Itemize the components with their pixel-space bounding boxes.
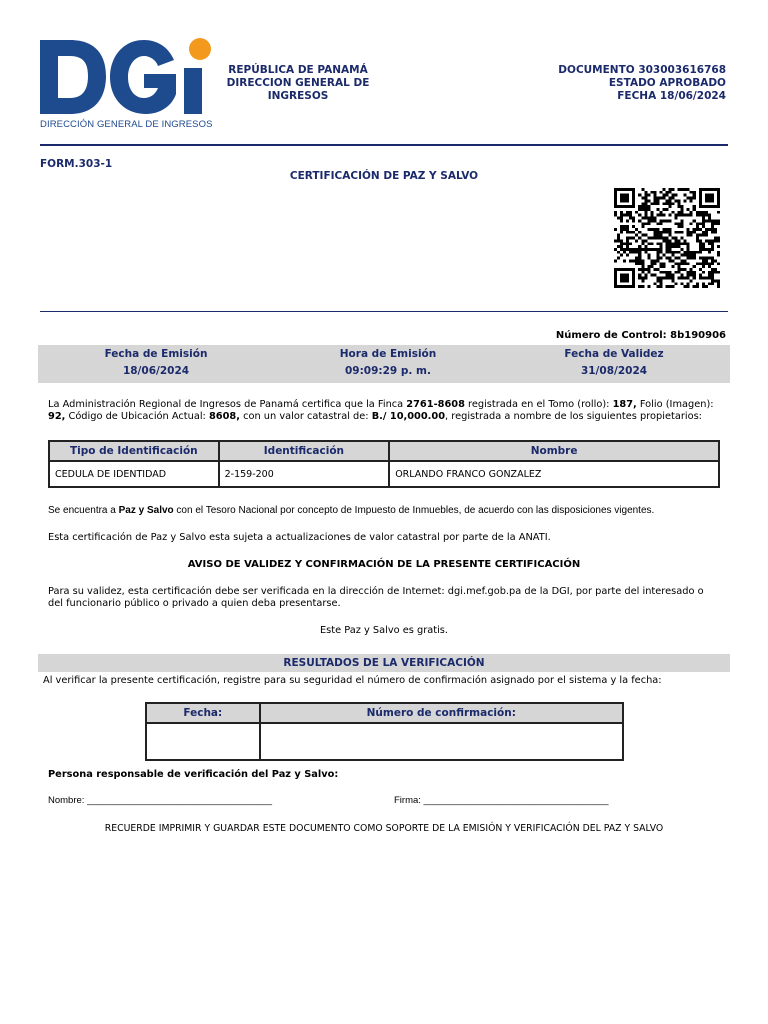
- emission-time-block: [288, 345, 488, 381]
- emission-time-value: 09:09:29 p. m.: [345, 365, 431, 377]
- validity-line-1: Para su validez, esta certificación debe ser verificada en la dirección de Internet: dgi.mef.gob.pa de la DGI, por parte del interesado o: [48, 586, 704, 597]
- col-header-id-type: Tipo de Identificación: [49, 441, 219, 461]
- cert-text: La Administración Regional de Ingresos de Panamá certifica que la Finca: [48, 399, 407, 410]
- certification-paragraph: [48, 399, 728, 423]
- status-text: con el Tesoro Nacional por concepto de Impuesto de Inmuebles, de acuerdo con las disposiciones vigentes.: [173, 505, 655, 516]
- orange-dot-icon: [189, 38, 211, 60]
- qr-code-icon: [614, 188, 720, 288]
- results-title: RESULTADOS DE LA VERIFICACIÓN: [38, 654, 730, 672]
- document-number: DOCUMENTO 303003616768: [558, 64, 726, 76]
- tomo-number: 187,: [612, 399, 637, 410]
- document-info: [558, 64, 726, 103]
- confirmation-cell: [260, 723, 623, 760]
- dates-band: [38, 345, 730, 383]
- folio-number: 92,: [48, 411, 66, 422]
- emission-date-label: Fecha de Emisión: [104, 348, 208, 360]
- document-status: ESTADO APROBADO: [608, 77, 726, 89]
- header-divider: [40, 144, 728, 146]
- validity-line-2: del funcionario público o privado a quien deba presentarse.: [48, 598, 341, 609]
- results-intro: Al verificar la presente certificación, registre para su seguridad el número de confirmación asignado por el sistema y la fecha:: [43, 675, 662, 686]
- validity-date-block: [514, 345, 714, 381]
- validity-date-label: Fecha de Validez: [564, 348, 664, 360]
- emission-time-label: Hora de Emisión: [339, 348, 437, 360]
- document-date: FECHA 18/06/2024: [617, 90, 726, 102]
- responsible-title: Persona responsable de verificación del Paz y Salvo:: [48, 769, 339, 780]
- dgi-logo: [40, 38, 212, 130]
- owners-header-row: [49, 441, 719, 461]
- status-highlight: Paz y Salvo: [118, 505, 174, 516]
- owners-table: [48, 440, 720, 488]
- owner-id: 2-159-200: [219, 461, 390, 487]
- cert-text: registrada en el Tomo (rollo):: [464, 399, 613, 410]
- date-cell: [146, 723, 260, 760]
- finca-number: 2761-8608: [406, 399, 465, 410]
- table-row: [146, 723, 623, 760]
- agency-name-line2: INGRESOS: [267, 90, 329, 102]
- cert-text: , registrada a nombre de los siguientes propietarios:: [445, 411, 702, 422]
- validity-date-value: 31/08/2024: [580, 365, 648, 377]
- col-header-id: Identificación: [219, 441, 390, 461]
- table-row: [49, 461, 719, 487]
- cadastral-value: B./ 10,000.00: [371, 411, 446, 422]
- emission-date-value: 18/06/2024: [122, 365, 190, 377]
- cert-text: Código de Ubicación Actual:: [65, 411, 209, 422]
- title-divider: [40, 311, 728, 312]
- status-text: Se encuentra a: [48, 505, 119, 516]
- status-statement: [48, 505, 728, 517]
- location-code: 8608,: [208, 411, 240, 422]
- name-signature-line: Nombre: ___________________________________: [48, 795, 272, 806]
- col-header-name: Nombre: [389, 441, 719, 461]
- cert-text: Folio (Imagen):: [636, 399, 714, 410]
- verification-table: [145, 702, 624, 761]
- agency-name-line1: DIRECCION GENERAL DE: [226, 77, 370, 89]
- country-name: REPÚBLICA DE PANAMÁ: [228, 64, 368, 76]
- owner-id-type: CEDULA DE IDENTIDAD: [49, 461, 219, 487]
- notice-title: AVISO DE VALIDEZ Y CONFIRMACIÓN DE LA PRESENTE CERTIFICACIÓN: [187, 559, 581, 570]
- form-code: FORM.303-1: [40, 158, 113, 170]
- verification-header-row: [146, 703, 623, 723]
- emission-date-block: [56, 345, 256, 381]
- issuer-block: [212, 64, 384, 103]
- owner-name: ORLANDO FRANCO GONZALEZ: [389, 461, 719, 487]
- signature-line: Firma: ___________________________________: [394, 795, 609, 806]
- document-title: CERTIFICACIÓN DE PAZ Y SALVO: [289, 170, 479, 182]
- subject-statement: Esta certificación de Paz y Salvo esta sujeta a actualizaciones de valor catastral por parte de la ANATI.: [48, 532, 551, 543]
- logo-caption: DIRECCIÓN GENERAL DE INGRESOS: [40, 119, 213, 130]
- free-notice: Este Paz y Salvo es gratis.: [319, 625, 449, 636]
- control-number: Número de Control: 8b190906: [555, 330, 726, 341]
- validity-instructions: [48, 586, 728, 610]
- col-header-confirmation: Número de confirmación:: [260, 703, 623, 723]
- cert-text: con un valor catastral de:: [239, 411, 372, 422]
- print-reminder: RECUERDE IMPRIMIR Y GUARDAR ESTE DOCUMENTO COMO SOPORTE DE LA EMISIÓN Y VERIFICACIÓN DEL PAZ Y SALVO: [104, 823, 664, 834]
- col-header-date: Fecha:: [146, 703, 260, 723]
